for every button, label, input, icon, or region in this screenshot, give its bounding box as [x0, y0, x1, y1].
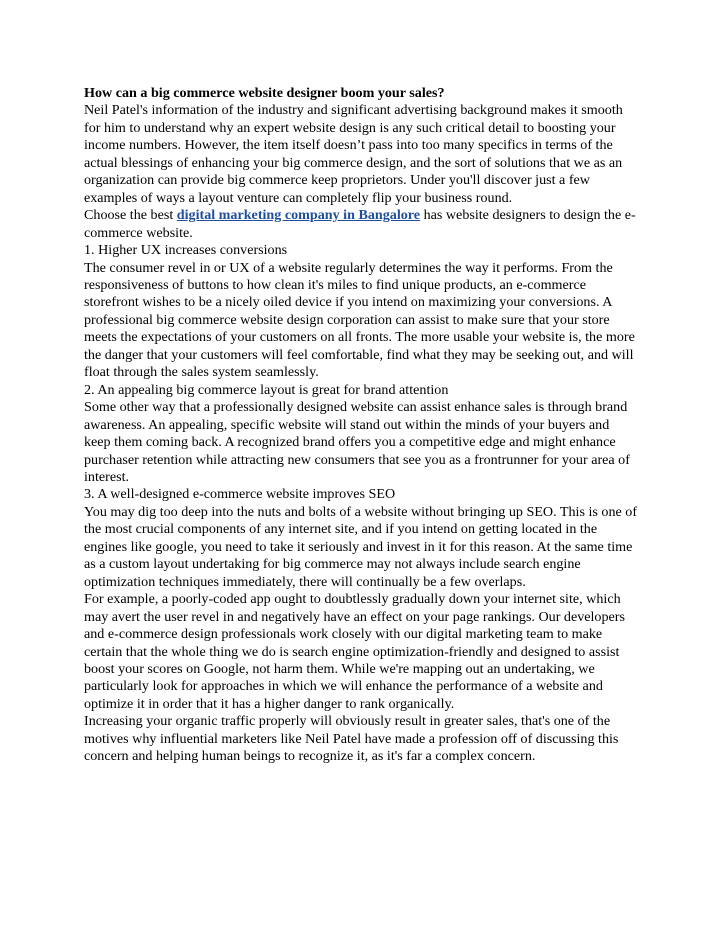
choose-paragraph — [84, 207, 638, 242]
section-3-heading: 3. A well-designed e-commerce website improves SEO — [84, 486, 396, 503]
closing-paragraph: Increasing your organic traffic properly will obviously result in greater sales, that's one of the motives why influential marketers like Neil Patel have made a profession off of discussing this concern and helping human beings to recognize it, as it's far a complex concern. — [84, 713, 619, 765]
digital-marketing-link[interactable]: digital marketing company in Bangalore — [176, 207, 421, 224]
section-1-body: The consumer revel in or UX of a website regularly determines the way it performs. From the responsiveness of buttons to how clean it's miles to find unique products, an e-commerce storefront wishes to be a nicely oiled device if you intend on maximizing your conversions. A professional big commerce website design corporation can assist to make sure that your store meets the expectations of your customers on all fronts. The more usable your website is, the more the danger that your customers will feel comfortable, find what they may be seeking out, and will float through the sales system seamlessly. — [84, 259, 635, 381]
section-1-heading: 1. Higher UX increases conversions — [84, 242, 288, 259]
section-3-body: You may dig too deep into the nuts and bolts of a website without bringing up SEO. This is one of the most crucial components of any internet site, and if you intend on getting located in the engines like google, you need to take it seriously and invest in it for this reason. At the same time as a custom layout undertaking for big commerce may not always include search engine optimization techniques immediately, there will continually be a few overlaps. — [84, 503, 638, 590]
article-title: How can a big commerce website designer boom your sales? — [84, 85, 445, 101]
choose-text-after: has website designers to design the e-commerce website. — [84, 207, 636, 241]
section-2-heading: 2. An appealing big commerce layout is great for brand attention — [84, 381, 449, 398]
intro-paragraph: Neil Patel's information of the industry and significant advertising background makes it smooth for him to understand why an expert website design is any such critical detail to boosting your income numbers. However, the item itself doesn’t pass into too many specifics in terms of the actual blessings of enhancing your big commerce design, and the sort of solutions that we as an organization can provide big commerce keep proprietors. Under you'll discover just a few examples of ways a layout venture can completely flip your business round. — [84, 102, 623, 206]
example-paragraph: For example, a poorly-coded app ought to doubtlessly gradually down your internet site, which may avert the user revel in and negatively have an effect on your page rankings. Our developers and e-commerce design professionals work closely with our digital marketing team to make certain that the whole thing we do is search engine optimization-friendly and designed to assist boost your scores on Google, not harm them. While we're mapping out an undertaking, we particularly look for approaches in which we will enhance the performance of a website and optimize it in order that it has a higher danger to rank organically. — [84, 591, 625, 712]
choose-text-before: Choose the best — [84, 207, 177, 224]
document-page — [84, 85, 638, 766]
section-2-body: Some other way that a professionally designed website can assist enhance sales is through brand awareness. An appealing, specific website will stand out within the minds of your buyers and keep them coming back. A recognized brand offers you a competitive edge and might enhance purchaser retention while attracting new consumers that see you as a frontrunner for your area of interest. — [84, 399, 630, 485]
